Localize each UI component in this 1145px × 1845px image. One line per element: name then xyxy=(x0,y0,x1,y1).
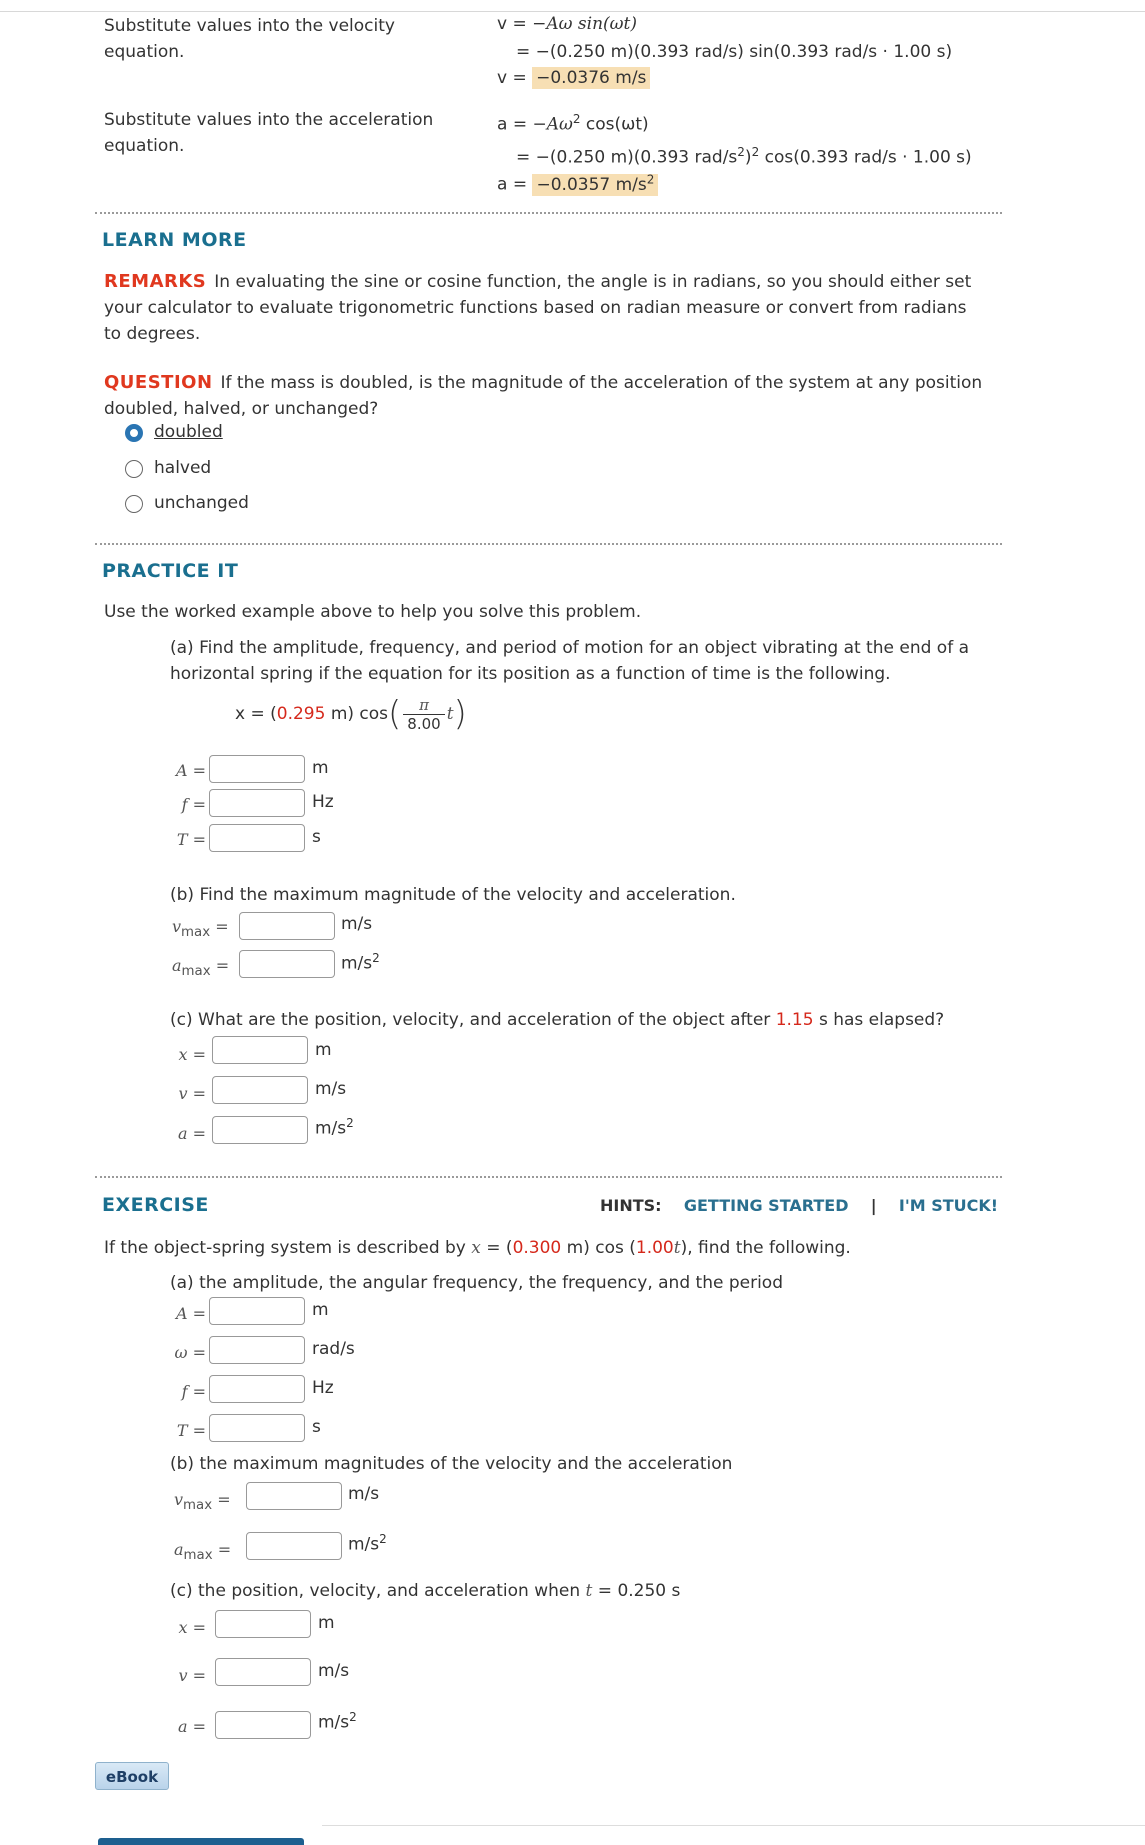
ex-intro-amplitude: 0.300 xyxy=(512,1238,562,1258)
unit-hz: Hz xyxy=(312,1378,334,1398)
radio-doubled[interactable] xyxy=(125,424,143,442)
unit-rads: rad/s xyxy=(312,1339,355,1359)
unit-s: s xyxy=(312,1417,321,1437)
practice-c-pre: (c) What are the position, velocity, and acceleration of the object after xyxy=(170,1010,776,1030)
practice-period-input[interactable] xyxy=(209,824,305,852)
exercise-position-input[interactable] xyxy=(215,1610,311,1638)
velocity-formula: −Aω sin(ωt) xyxy=(532,14,637,34)
learn-more-title: LEARN MORE xyxy=(102,229,247,251)
exercise-v-label: v = xyxy=(178,1666,206,1685)
practice-A-label: A = xyxy=(175,761,206,780)
exercise-period-input[interactable] xyxy=(209,1414,305,1442)
unit-ms2-text: m/s xyxy=(341,953,373,974)
unit-m: m xyxy=(315,1040,332,1060)
practice-c-time: 1.15 xyxy=(775,1010,814,1030)
ex-intro-x: x xyxy=(471,1238,481,1258)
exercise-omega-label: ω = xyxy=(174,1343,206,1362)
ex-intro-mid: m) cos ( xyxy=(561,1238,636,1258)
exercise-acceleration-input[interactable] xyxy=(215,1711,311,1739)
exercise-part-a-text: (a) the amplitude, the angular frequency, the frequency, and the period xyxy=(170,1273,783,1293)
practice-position-equation xyxy=(235,694,467,734)
exercise-velocity-input[interactable] xyxy=(215,1658,311,1686)
exercise-A-label: A = xyxy=(175,1304,206,1323)
practice-frequency-input[interactable] xyxy=(209,789,305,817)
acceleration-formula: −Aω xyxy=(532,114,573,135)
acceleration-line2-c: cos(0.393 rad/s · 1.00 s) xyxy=(759,147,972,168)
sup-2: 2 xyxy=(572,112,581,126)
sup-2: 2 xyxy=(379,1532,387,1546)
vmax-sub: max xyxy=(183,1498,213,1514)
velocity-eq-line1 xyxy=(497,14,637,34)
acceleration-formula-tail: cos(ωt) xyxy=(580,114,649,135)
practice-c-post: s has elapsed? xyxy=(813,1010,945,1030)
unit-m: m xyxy=(318,1613,335,1633)
exercise-amax-input[interactable] xyxy=(246,1532,342,1560)
sup-2: 2 xyxy=(346,1116,354,1130)
section-divider xyxy=(95,1176,1002,1178)
practice-acceleration-input[interactable] xyxy=(212,1116,308,1144)
unit-m: m xyxy=(312,758,329,778)
exercise-frequency-input[interactable] xyxy=(209,1375,305,1403)
eq-amplitude: 0.295 xyxy=(276,704,326,724)
amax-sub: max xyxy=(183,1548,213,1564)
unit-s: s xyxy=(312,827,321,847)
practice-x-label: x = xyxy=(178,1045,206,1064)
acceleration-result xyxy=(532,174,658,196)
bottom-divider xyxy=(322,1825,1145,1826)
amax-a: a xyxy=(174,1540,184,1559)
remarks-paragraph xyxy=(104,269,984,347)
eq-mid: m) cos xyxy=(325,704,389,724)
practice-f-label: f = xyxy=(181,795,206,814)
getting-started-link[interactable]: GETTING STARTED xyxy=(683,1196,849,1215)
practice-part-c-text xyxy=(170,1010,944,1030)
vmax-sub: max xyxy=(181,925,211,941)
ex-c-pre: (c) the position, velocity, and acceleration when xyxy=(170,1581,586,1601)
acceleration-result-value: −0.0357 m/s xyxy=(536,174,647,195)
practice-part-a-text: (a) Find the amplitude, frequency, and period of motion for an object vibrating at the end of a horizontal spring if the equation for its position as a function of time is the following. xyxy=(170,638,969,684)
acceleration-eq-line3 xyxy=(497,172,658,195)
question-text: If the mass is doubled, is the magnitude of the acceleration of the system at any position doubled, halved, or unchanged? xyxy=(104,373,983,419)
practice-vmax-input[interactable] xyxy=(239,912,335,940)
equals-sign: = xyxy=(217,1540,232,1559)
sup-2: 2 xyxy=(646,172,655,186)
ex-intro-t: t xyxy=(673,1238,681,1258)
section-divider xyxy=(95,212,1002,214)
unit-ms: m/s xyxy=(318,1661,350,1681)
exercise-intro xyxy=(104,1238,851,1258)
acceleration-result-lhs: a = xyxy=(497,174,528,195)
ex-c-t: t xyxy=(585,1581,593,1601)
amax-sub: max xyxy=(181,964,211,980)
unit-ms: m/s xyxy=(341,914,373,934)
unit-ms2-text: m/s xyxy=(315,1118,347,1139)
sup-2: 2 xyxy=(751,145,760,159)
exercise-amax-label xyxy=(174,1540,231,1563)
option-unchanged-label[interactable]: unchanged xyxy=(154,493,249,513)
hints-separator: | xyxy=(870,1196,877,1215)
im-stuck-link[interactable]: I'M STUCK! xyxy=(898,1196,999,1215)
equals-sign: = xyxy=(217,1490,231,1509)
vmax-v: v xyxy=(172,917,182,936)
open-paren-icon: ( xyxy=(388,694,402,734)
sup-2: 2 xyxy=(349,1710,357,1724)
exercise-part-b-text: (b) the maximum magnitudes of the velocity and the acceleration xyxy=(170,1454,733,1474)
unit-ms2 xyxy=(318,1710,357,1733)
unit-ms2 xyxy=(341,951,380,974)
practice-part-b-text: (b) Find the maximum magnitude of the velocity and acceleration. xyxy=(170,885,736,905)
ex-intro-omega: 1.00 xyxy=(635,1238,674,1258)
eq-denominator: 8.00 xyxy=(407,714,441,733)
unit-hz: Hz xyxy=(312,792,334,812)
unit-ms: m/s xyxy=(348,1484,380,1504)
ex-c-post: = 0.250 s xyxy=(592,1581,681,1601)
acceleration-eq-line2 xyxy=(516,145,972,168)
eq-fraction xyxy=(403,696,444,733)
close-paren-icon: ) xyxy=(453,694,467,734)
remarks-label: REMARKS xyxy=(104,271,207,292)
top-divider xyxy=(0,11,1145,12)
velocity-result-lhs: v = xyxy=(497,68,527,88)
radio-halved[interactable] xyxy=(125,460,143,478)
practice-velocity-input[interactable] xyxy=(212,1076,308,1104)
acceleration-step-text: Substitute values into the acceleration equation. xyxy=(104,110,434,156)
hints-label: HINTS: xyxy=(600,1196,662,1215)
exercise-part-c-text xyxy=(170,1581,680,1601)
practice-position-input[interactable] xyxy=(212,1036,308,1064)
velocity-lhs: v = xyxy=(497,14,527,34)
bottom-tab-bar[interactable] xyxy=(98,1838,304,1845)
ebook-button[interactable]: eBook xyxy=(95,1762,169,1790)
amax-a: a xyxy=(172,956,182,975)
velocity-result: −0.0376 m/s xyxy=(532,67,650,89)
acceleration-eq-line1 xyxy=(497,112,649,135)
unit-m: m xyxy=(312,1300,329,1320)
exercise-vmax-input[interactable] xyxy=(246,1482,342,1510)
question-paragraph xyxy=(104,370,984,422)
exercise-T-label: T = xyxy=(176,1421,206,1440)
option-halved-label[interactable]: halved xyxy=(154,458,212,478)
remarks-text: In evaluating the sine or cosine function, the angle is in radians, so you should either set your calculator to evaluate trigonometric functions based on radian measure or convert from radians to degrees. xyxy=(104,272,972,344)
velocity-eq-line3 xyxy=(497,68,650,88)
practice-amax-input[interactable] xyxy=(239,950,335,978)
velocity-eq-line2: = −(0.250 m)(0.393 rad/s) sin(0.393 rad/s · 1.00 s) xyxy=(516,42,953,62)
practice-v-label: v = xyxy=(178,1084,206,1103)
exercise-x-label: x = xyxy=(178,1618,206,1637)
eq-x-part: x = ( xyxy=(235,704,277,724)
practice-intro: Use the worked example above to help you solve this problem. xyxy=(104,602,642,622)
hints-bar xyxy=(600,1196,998,1215)
eq-t: t xyxy=(446,704,454,724)
acceleration-line2-a: = −(0.250 m)(0.393 rad/s xyxy=(516,147,738,168)
radio-unchanged[interactable] xyxy=(125,495,143,513)
exercise-title: EXERCISE xyxy=(102,1194,209,1216)
practice-amplitude-input[interactable] xyxy=(209,755,305,783)
option-doubled-label[interactable]: doubled xyxy=(154,422,223,442)
question-label: QUESTION xyxy=(104,372,213,393)
sup-2: 2 xyxy=(372,951,380,965)
eq-pi: π xyxy=(403,696,444,715)
acceleration-line2-b: ) xyxy=(744,147,752,168)
sup-2: 2 xyxy=(737,145,745,159)
practice-it-title: PRACTICE IT xyxy=(102,560,239,582)
unit-ms2-text: m/s xyxy=(318,1712,350,1733)
practice-a-label: a = xyxy=(177,1124,206,1143)
exercise-f-label: f = xyxy=(181,1382,206,1401)
exercise-angular-frequency-input[interactable] xyxy=(209,1336,305,1364)
section-divider xyxy=(95,543,1002,545)
practice-vmax-label xyxy=(172,917,229,940)
ex-intro-pre: If the object-spring system is described by xyxy=(104,1238,472,1258)
exercise-a-label: a = xyxy=(177,1717,206,1736)
ex-intro-eq: = ( xyxy=(480,1238,513,1258)
unit-ms: m/s xyxy=(315,1079,347,1099)
exercise-amplitude-input[interactable] xyxy=(209,1297,305,1325)
practice-T-label: T = xyxy=(176,830,206,849)
exercise-vmax-label xyxy=(174,1490,231,1513)
unit-ms2 xyxy=(315,1116,354,1139)
practice-amax-label xyxy=(172,956,229,979)
unit-ms2 xyxy=(348,1532,387,1555)
velocity-step-text: Substitute values into the velocity equation. xyxy=(104,16,395,62)
vmax-v: v xyxy=(174,1490,184,1509)
acceleration-lhs: a = xyxy=(497,114,528,135)
equals-sign: = xyxy=(215,956,230,975)
unit-ms2-text: m/s xyxy=(348,1534,380,1555)
equals-sign: = xyxy=(215,917,229,936)
ex-intro-post: ), find the following. xyxy=(680,1238,851,1258)
